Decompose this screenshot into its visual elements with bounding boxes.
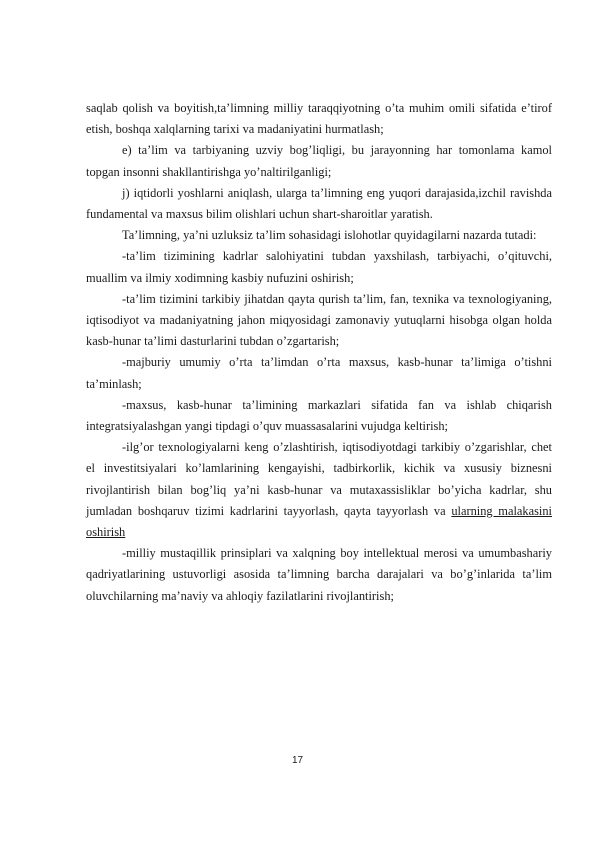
paragraph-text: -ilg’or texnologiyalarni keng o’zlashtirish, iqtisodiyotdagi tarkibiy o’zgarishlar, chet el investitsiyalari ko’lamlarining kengayishi, tadbirkorlik, kichik va xususiy biznesni rivojlantirish bilan bog’liq ya’ni kasb-hunar va mutaxassisliklar bo’yicha kadrlar, shu jumladan boshqaruv tizimi kadrlarini tayyorlash, qayta tayyorlash va — [86, 440, 552, 518]
paragraph: -milliy mustaqillik prinsiplari va xalqning boy intellektual merosi va umumbashariy qadriyatlarining ustuvorligi asosida ta’limning barcha darajalari va bo’g’inlarida ta’lim oluvchilarning ma’naviy va ahloqiy fazilatlarini rivojlantirish; — [86, 546, 552, 603]
paragraph: e) ta’lim va tarbiyaning uzviy bog’liqligi, bu jarayonning har tomonlama kamol topgan insonni shakllantirishga yo’naltirilganligi; — [86, 143, 552, 179]
paragraph: -ta’lim tizimini tarkibiy jihatdan qayta qurish ta’lim, fan, texnika va texnologiyaning, iqtisodiyot va madaniyatning jahon miqyosidagi zamonaviy yutuqlarni hisobga olgan holda kasb-hunar ta’limi dasturlarini tubdan o’zgartarish; — [86, 291, 552, 349]
paragraph — [86, 437, 552, 543]
paragraph: Ta’limning, ya’ni uzluksiz ta’lim sohasidagi islohotlar quyidagilarni nazarda tutadi: — [122, 228, 537, 243]
underlined-phrase: ularning malakasini oshirish — [86, 503, 552, 540]
page-number: 17 — [291, 755, 304, 766]
paragraph: -majburiy umumiy o’rta ta’limdan o’rta maxsus, kasb-hunar ta’limiga o’tishni ta’minlash; — [86, 355, 552, 391]
paragraph: saqlab qolish va boyitish,ta’limning milliy taraqqiyotning o’ta muhim omili sifatida e’tirof etish, boshqa xalqlarning tarixi va madaniyatini hurmatlash; — [86, 101, 552, 137]
paragraph: -ta’lim tizimining kadrlar salohiyatini tubdan yaxshilash, tarbiyachi, o’qituvchi, muallim va ilmiy xodimning kasbiy nufuzini oshirish; — [86, 249, 552, 285]
paragraph: -maxsus, kasb-hunar ta’limining markazlari sifatida fan va ishlab chiqarish integratsiyalashgan yangi tipdagi o’quv muassasalarini vujudga keltirish; — [86, 397, 552, 434]
body-text — [86, 98, 552, 607]
paragraph: j) iqtidorli yoshlarni aniqlash, ularga ta’limning eng yuqori darajasida,izchil ravishda fundamental va maxsus bilim olishlari uchun shart-sharoitlar yaratish. — [86, 185, 552, 222]
